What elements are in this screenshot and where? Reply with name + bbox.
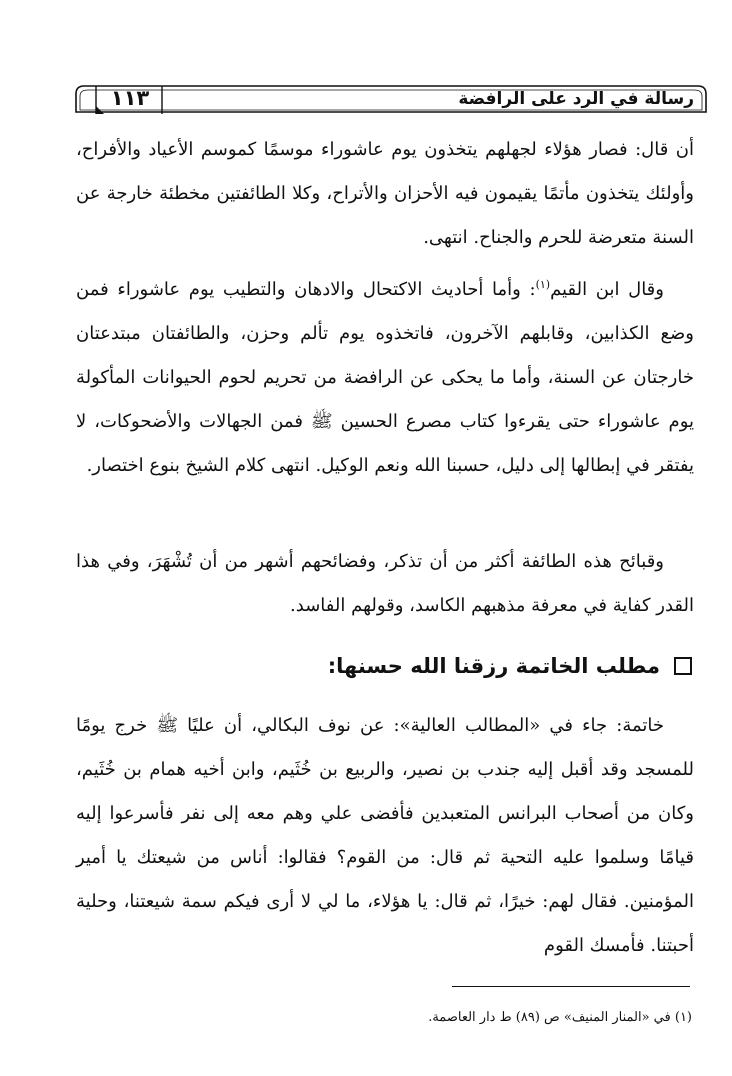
section-heading-text: مطلب الخاتمة رزقنا الله حسنها: [327,654,660,678]
footnote-separator [452,986,690,987]
paragraph-text: أن قال: فصار هؤلاء لجهلهم يتخذون يوم عاشوراء موسمًا كموسم الأعياد والأفراح، وأولئك يتخذون مأتمًا يقيمون فيه الأحزان والأتراح، وكلا الطائفتين مخطئة خارجة عن السنة متعرضة للحرم والجناح. انتهى. [76,139,694,248]
paragraph-2 [76,268,694,488]
paragraph-1 [76,128,694,260]
square-bullet-icon [674,657,692,675]
footnote-reference: (١) [535,278,551,291]
paragraph-body: وأما أحاديث الاكتحال والادهان والتطيب يوم عاشوراء فمن وضع الكذابين، وقابلهم الآخرون، فاتخذوه يوم تألم وحزن، والطائفتان مبتدعتان خارجتان عن السنة، وأما ما يحكى عن الرافضة من تحريم لحوم الحيوانات المأكولة يوم عاشوراء حتى يقرءوا كتاب مصرع الحسين ﷺ فمن الجهالات والأضحوكات، لا يفتقر في إبطالها إلى دليل، حسبنا الله ونعم الوكيل. انتهى كلام الشيخ بنوع اختصار. [76,279,694,476]
running-title: رسالة في الرد على الرافضة [458,89,694,109]
paragraph-3 [76,540,694,628]
paragraph-text [76,268,694,488]
paragraph-text: وقبائح هذه الطائفة أكثر من أن تذكر، وفضائحهم أشهر من أن تُشْهَرَ، وفي هذا القدر كفاية في معرفة مذهبهم الكاسد، وقولهم الفاسد. [76,551,694,616]
paragraph-4 [76,704,694,968]
section-heading [52,648,692,684]
paragraph-text: خاتمة: جاء في «المطالب العالية»: عن نوف البكالي، أن عليًا ﷺ خرج يومًا للمسجد وقد أقبل إليه جندب بن نصير، والربيع بن خُثَيم، وابن أخيه همام بن خُثَيم، وكان من أصحاب البرانس المتعبدين فأفضى علي وهم معه إلى نفر فأسرعوا إليه قيامًا وسلموا عليه التحية ثم قال: من القوم؟ فقالوا: أناس من شيعتك يا أمير المؤمنين. فقال لهم: خيرًا، ثم قال: يا هؤلاء، ما لي لا أرى فيكم سمة شيعتنا، وحلية أحبتنا. فأمسك القوم [76,715,694,956]
lead-colon: : [529,279,536,300]
page-number: ١١٣ [110,86,150,110]
paragraph-lead: وقال ابن القيم [550,279,664,300]
footnote: (١) في «المنار المنيف» ص (٨٩) ط دار العاصمة. [428,1010,692,1025]
running-header [74,84,708,114]
